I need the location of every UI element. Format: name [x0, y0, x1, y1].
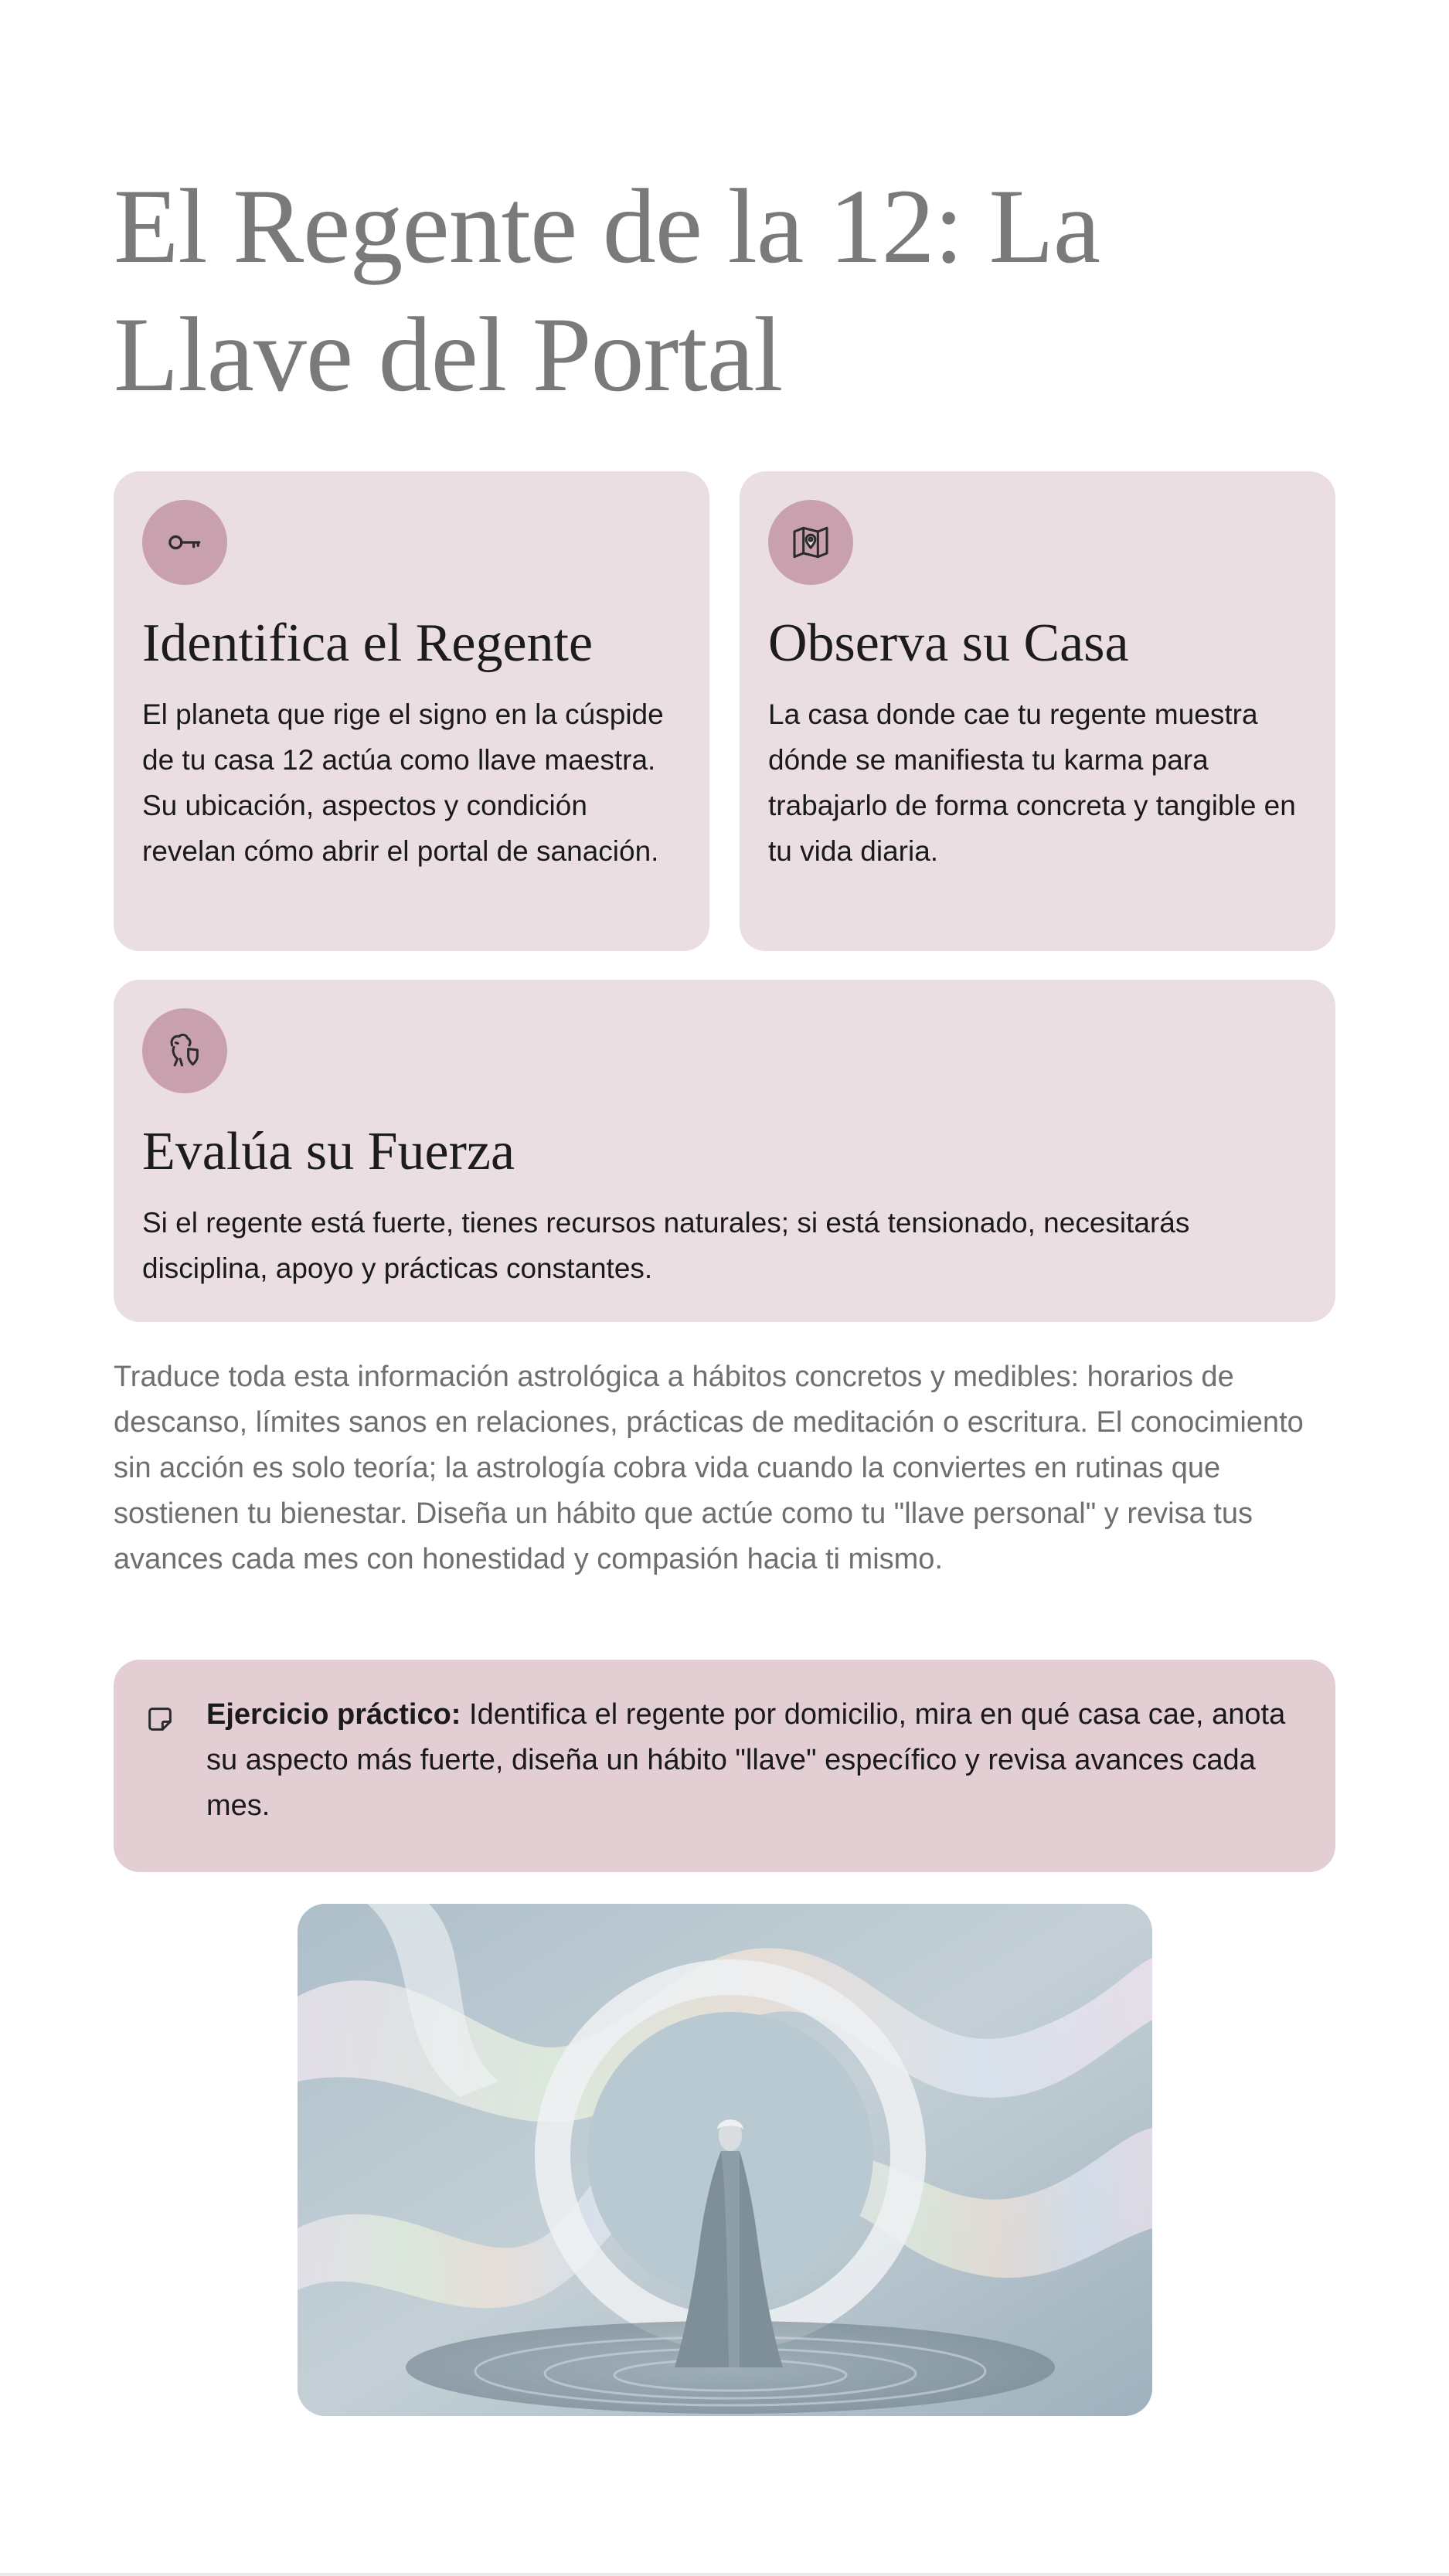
map-pin-icon-badge	[768, 500, 853, 585]
page-title: El Regente de la 12: La Llave del Portal	[114, 167, 1100, 413]
page-bottom-divider	[0, 2573, 1449, 2576]
card-title: Evalúa su Fuerza	[142, 1122, 515, 1181]
card-text: Si el regente está fuerte, tienes recursos naturales; si está tensionado, necesitarás disciplina, apoyo y prácticas constantes.	[142, 1207, 1190, 1284]
lion-shield-icon	[163, 1029, 206, 1072]
key-icon	[163, 521, 206, 564]
card-identifica-regente	[114, 471, 709, 951]
portal-illustration-graphic	[298, 1904, 1152, 2416]
card-title: Observa su Casa	[768, 613, 1129, 673]
exercise-callout	[114, 1660, 1335, 1872]
card-evalua-fuerza	[114, 980, 1335, 1322]
portal-figure-illustration	[298, 1904, 1152, 2416]
card-title: Identifica el Regente	[142, 613, 594, 673]
card-observa-casa	[740, 471, 1335, 951]
exercise-body: Identifica el regente por domicilio, mira en qué casa cae, anota su aspecto más fuerte, diseña un hábito "llave" específico y revisa avances cada mes.	[206, 1698, 1286, 1822]
lion-shield-icon-badge	[142, 1008, 227, 1093]
exercise-label: Ejercicio práctico:	[206, 1698, 461, 1731]
key-icon-badge	[142, 500, 227, 585]
card-text: El planeta que rige el signo en la cúspide de tu casa 12 actúa como llave maestra. Su ubicación, aspectos y condición revelan cómo abrir el portal de sanación.	[142, 698, 664, 867]
map-pin-icon	[789, 521, 832, 564]
sticky-note-icon	[145, 1704, 175, 1735]
card-text: La casa donde cae tu regente muestra dónde se manifiesta tu karma para trabajarlo de forma concreta y tangible en tu vida diaria.	[768, 698, 1296, 867]
exercise-text	[206, 1692, 1297, 1829]
body-paragraph: Traduce toda esta información astrológica a hábitos concretos y medibles: horarios de descanso, límites sanos en relaciones, prácticas de meditación o escritura. El conocimiento sin acción es solo teoría; la astrología cobra vida cuando la conviertes en rutinas que sostienen tu bienestar. Diseña un hábito que actúe como tu "llave personal" y revisa tus avances cada mes con honestidad y compasión hacia ti mismo.	[114, 1361, 1304, 1575]
